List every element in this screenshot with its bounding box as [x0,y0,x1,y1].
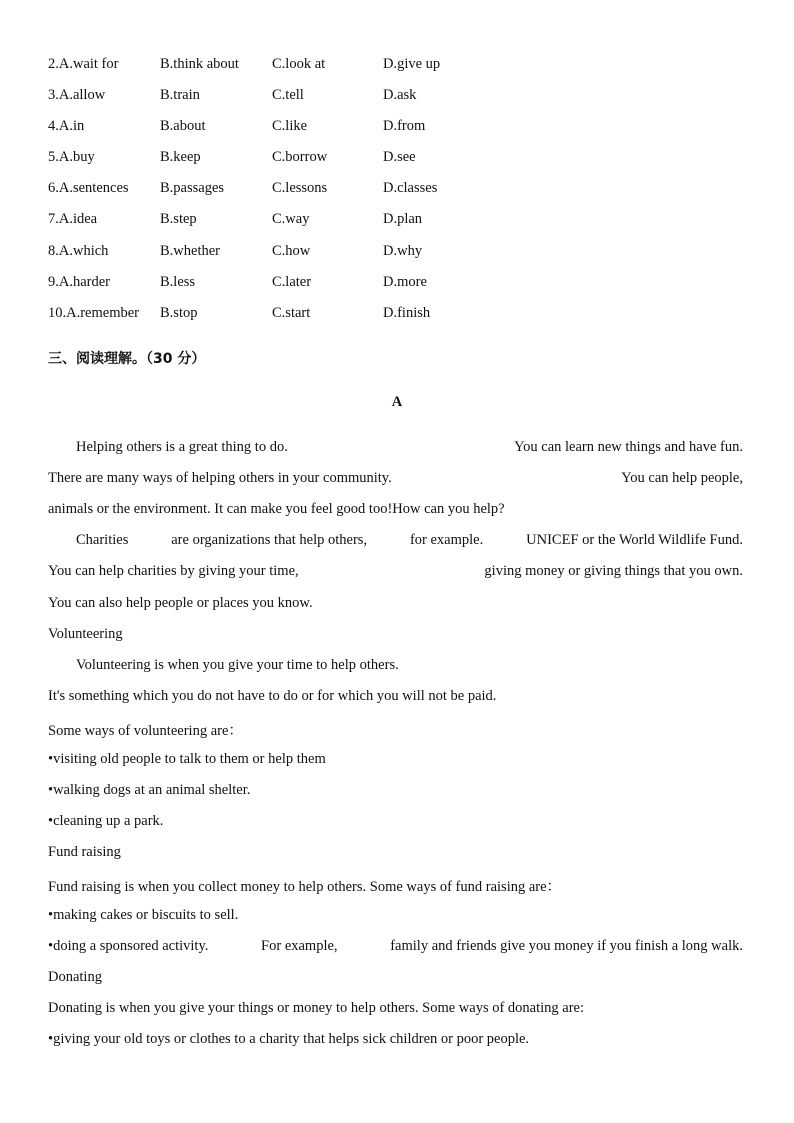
passage-line: animals or the environment. It can make you feel good too!How can you help? [48,501,505,517]
text-segment: You can learn new things and have fun. [514,439,743,455]
text-segment: Charities [76,532,129,548]
passage-line: Donating is when you give your things or money to help others. Some ways of donating are: [48,1000,585,1016]
option-b: B.keep [160,149,201,165]
option-d: D.ask [383,87,417,103]
option-c: C.way [272,211,310,227]
option-c: C.lessons [272,180,328,196]
text-segment: You can help charities by giving your time, [48,563,299,579]
passage-line [48,563,743,583]
option-d: D.why [383,243,423,259]
option-a: 5.A.buy [48,149,95,165]
text-segment: for example. [409,532,484,548]
subheading-volunteering: Volunteering [48,626,123,642]
bullet-item [48,938,743,958]
passage-line: Volunteering is when you give your time to help others. [76,657,399,673]
text-segment: Helping others is a great thing to do. [76,439,288,455]
option-d: D.see [383,149,416,165]
passage-line [76,532,743,552]
option-d: D.classes [383,180,438,196]
option-a: 4.A.in [48,118,85,134]
option-b: B.passages [160,180,225,196]
option-b: B.stop [160,305,198,321]
section-title: 三、阅读理解。（30 分） [48,351,206,367]
passage-line [76,439,743,459]
passage-line: Some ways of volunteering are： [48,723,243,739]
passage-line [48,470,743,490]
option-a: 9.A.harder [48,274,111,290]
bullet-item: •visiting old people to talk to them or help them [48,751,326,767]
option-a: 6.A.sentences [48,180,129,196]
subheading-fund-raising: Fund raising [48,844,121,860]
option-b: B.step [160,211,197,227]
option-a: 8.A.which [48,243,109,259]
option-a: 2.A.wait for [48,56,119,72]
text-segment: For example, [261,938,338,954]
option-c: C.how [272,243,311,259]
option-c: C.like [272,118,308,134]
text-segment: •doing a sponsored activity. [48,938,209,954]
option-d: D.from [383,118,426,134]
text-segment: There are many ways of helping others in your community. [48,470,392,486]
text-segment: UNICEF or the World Wildlife Fund. [526,532,743,548]
text-segment: are organizations that help others, [171,532,368,548]
passage-line: Fund raising is when you collect money to help others. Some ways of fund raising are： [48,879,562,895]
text-segment: family and friends give you money if you finish a long walk. [390,938,743,954]
option-d: D.give up [383,56,441,72]
bullet-item: •walking dogs at an animal shelter. [48,782,251,798]
option-b: B.think about [160,56,239,72]
option-a: 3.A.allow [48,87,106,103]
option-c: C.look at [272,56,326,72]
bullet-item: •giving your old toys or clothes to a charity that helps sick children or poor people. [48,1031,530,1047]
passage-label: A [391,394,403,410]
option-c: C.later [272,274,312,290]
passage-line: It's something which you do not have to do or for which you will not be paid. [48,688,497,704]
option-b: B.less [160,274,196,290]
option-c: C.borrow [272,149,328,165]
passage-line: You can also help people or places you know. [48,595,313,611]
text-segment: You can help people, [621,470,743,486]
option-a: 10.A.remember [48,305,139,321]
option-b: B.train [160,87,200,103]
option-b: B.about [160,118,206,134]
text-segment: giving money or giving things that you own. [484,563,743,579]
option-b: B.whether [160,243,220,259]
option-c: C.tell [272,87,304,103]
option-d: D.finish [383,305,431,321]
option-d: D.plan [383,211,423,227]
option-a: 7.A.idea [48,211,98,227]
bullet-item: •making cakes or biscuits to sell. [48,907,239,923]
option-c: C.start [272,305,311,321]
option-d: D.more [383,274,427,290]
bullet-item: •cleaning up a park. [48,813,164,829]
subheading-donating: Donating [48,969,102,985]
